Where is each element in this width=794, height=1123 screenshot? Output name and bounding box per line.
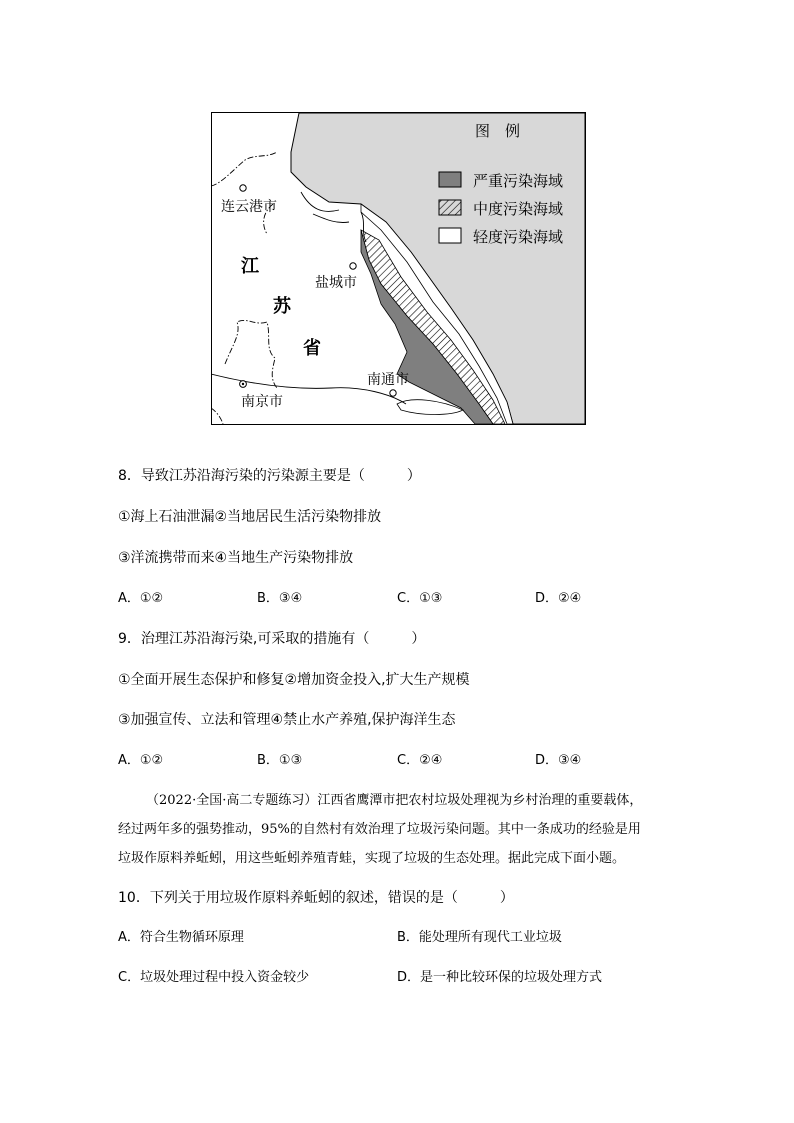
lianyungang-marker [240, 185, 246, 191]
q9-option-d: D．③④ [535, 753, 582, 768]
legend-title: 图 例 [475, 122, 521, 140]
q10-stem: 10．下列关于用垃圾作原料养蚯蚓的叙述，错误的是（ ） [118, 890, 514, 906]
province-char-1: 江 [241, 256, 259, 277]
q8-option-b: B．③④ [257, 591, 303, 606]
passage-line-2: 经过两年多的强势推动，95%的自然村有效治理了垃圾污染问题。其中一条成功的经验是用 [118, 822, 641, 837]
legend-label-severe: 严重污染海域 [473, 172, 564, 190]
legend-label-moderate: 中度污染海域 [473, 200, 564, 218]
yancheng-marker [350, 263, 356, 269]
q10-option-b: B．能处理所有现代工业垃圾 [397, 930, 562, 945]
city-lianyungang: 连云港市 [221, 199, 277, 215]
q10-option-d: D．是一种比较环保的垃圾处理方式 [397, 970, 603, 985]
nantong-marker [390, 390, 396, 396]
province-char-2: 苏 [273, 296, 291, 317]
q9-statement-2: ③加强宣传、立法和管理④禁止水产养殖,保护海洋生态 [118, 712, 456, 728]
q9-statement-1: ①全面开展生态保护和修复②增加资金投入,扩大生产规模 [118, 672, 470, 688]
q8-option-d: D．②④ [535, 591, 582, 606]
q10-option-c: C．垃圾处理过程中投入资金较少 [118, 970, 310, 985]
q8-option-a: A．①② [118, 591, 164, 606]
legend-label-light: 轻度污染海域 [473, 228, 564, 246]
legend-swatch-light [439, 228, 461, 243]
legend-swatch-severe [439, 172, 461, 187]
q9-option-c: C．②④ [397, 753, 443, 768]
q8-option-c: C．①③ [397, 591, 443, 606]
city-yancheng: 盐城市 [315, 275, 357, 291]
q9-stem: 9．治理江苏沿海污染,可采取的措施有（ ） [118, 631, 426, 647]
q9-option-b: B．①③ [257, 753, 303, 768]
q8-statement-2: ③洋流携带而来④当地生产污染物排放 [118, 550, 354, 566]
passage-line-3: 垃圾作原料养蚯蚓，用这些蚯蚓养殖青蛙，实现了垃圾的生态处理。据此完成下面小题。 [118, 851, 626, 866]
q10-option-a: A．符合生物循环原理 [118, 930, 244, 945]
reading-passage [118, 791, 678, 878]
province-char-3: 省 [303, 338, 321, 359]
city-nantong: 南通市 [367, 372, 409, 388]
pollution-map [211, 112, 586, 425]
q8-stem: 8．导致江苏沿海污染的污染源主要是（ ） [118, 468, 421, 484]
city-nanjing: 南京市 [241, 394, 283, 410]
passage-line-1: （2022·全国·高二专题练习）江西省鹰潭市把农村垃圾处理视为乡村治理的重要载体， [146, 793, 643, 808]
q9-option-a: A．①② [118, 753, 164, 768]
q8-statement-1: ①海上石油泄漏②当地居民生活污染物排放 [118, 509, 382, 525]
legend-swatch-moderate [439, 200, 461, 215]
